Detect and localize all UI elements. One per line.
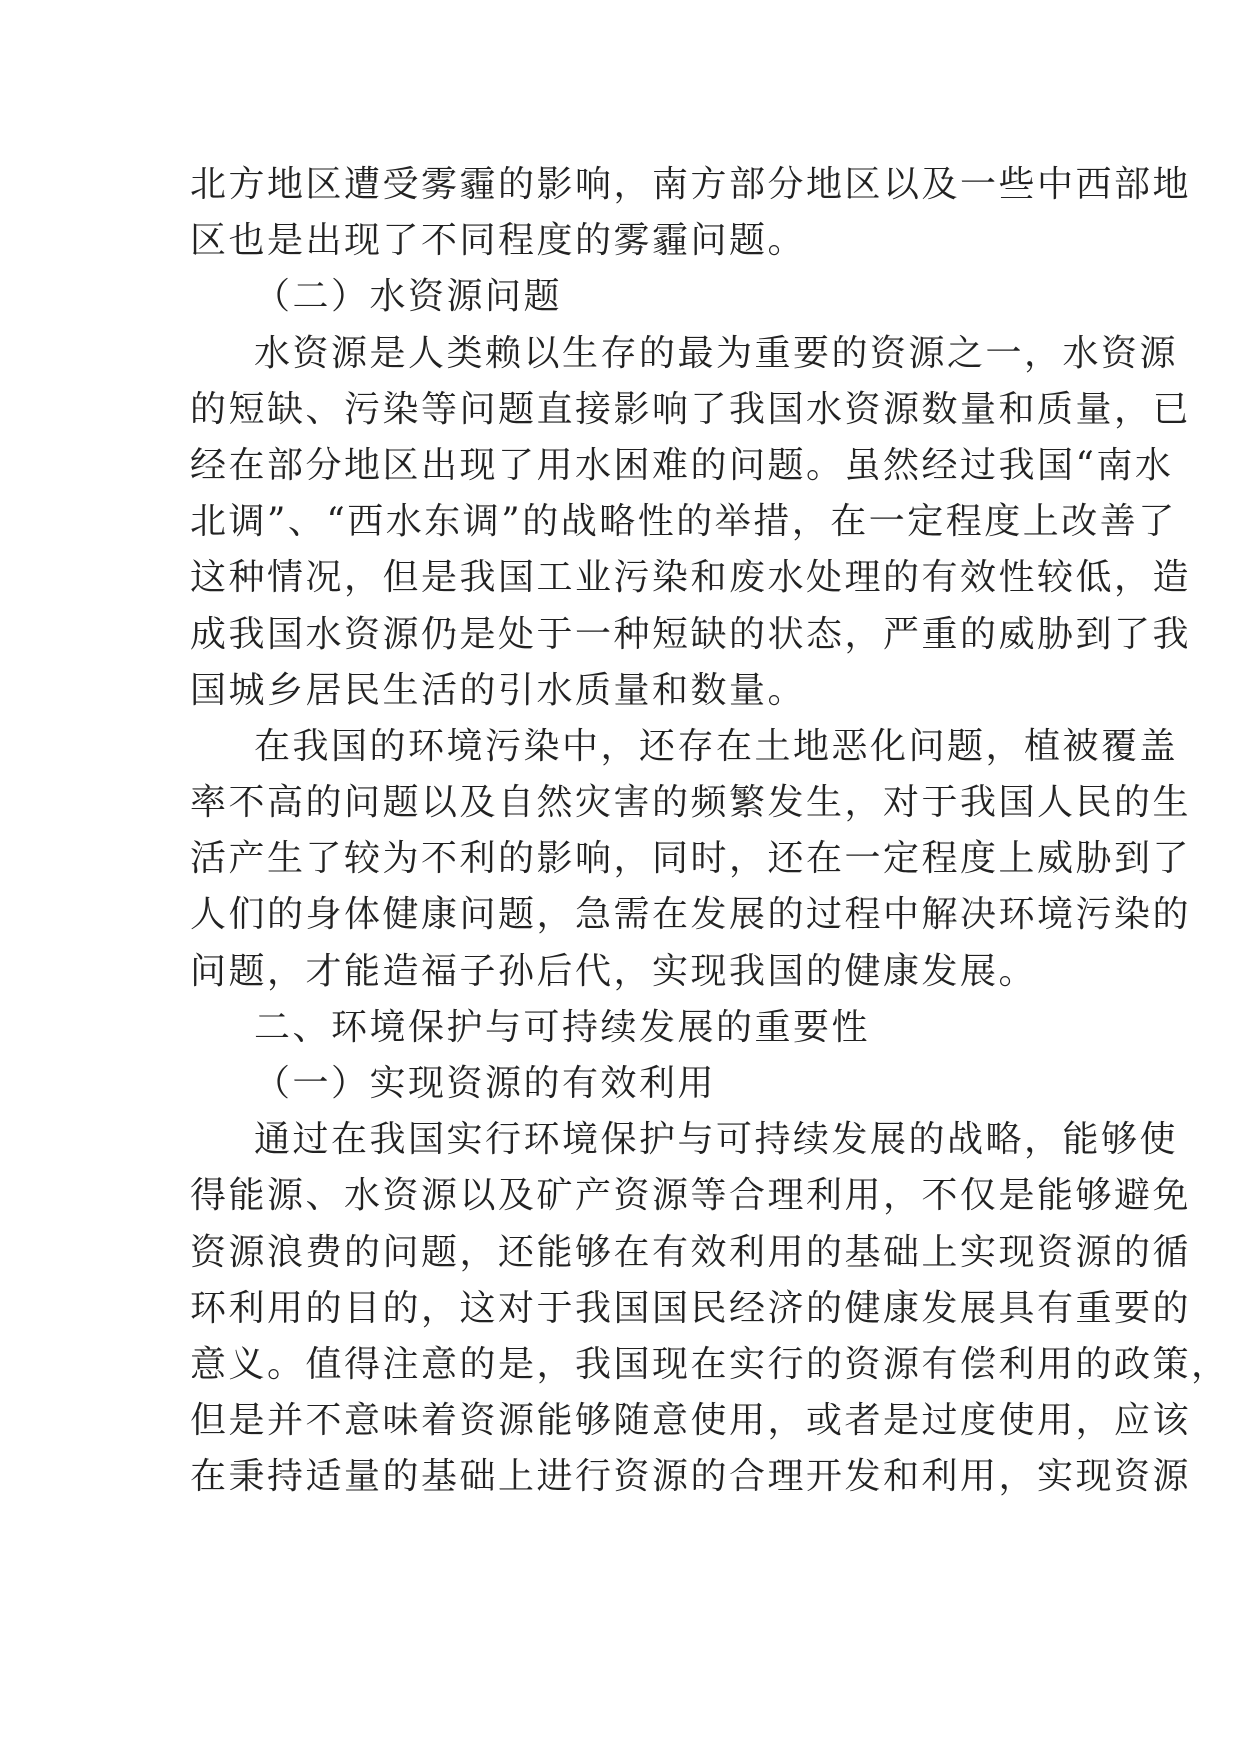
text-line: 得能源、水资源以及矿产资源等合理利用，不仅是能够避免	[190, 1175, 1192, 1217]
text-line: 活产生了较为不利的影响，同时，还在一定程度上威胁到了	[190, 838, 1192, 880]
text-line: 的短缺、污染等问题直接影响了我国水资源数量和质量，已	[190, 388, 1192, 430]
text-line: 这种情况，但是我国工业污染和废水处理的有效性较低，造	[190, 557, 1192, 599]
text-line: 北调”、“西水东调”的战略性的举措，在一定程度上改善了	[190, 501, 1177, 543]
section-subheading: （二）水资源问题	[254, 276, 563, 318]
text-line: 国城乡居民生活的引水质量和数量。	[190, 669, 807, 711]
text-line: 在我国的环境污染中，还存在土地恶化问题，植被覆盖	[254, 725, 1179, 767]
text-line: 资源浪费的问题，还能够在有效利用的基础上实现资源的循	[190, 1231, 1192, 1273]
text-line: 区也是出现了不同程度的雾霾问题。	[190, 220, 807, 262]
section-subheading: （一）实现资源的有效利用	[254, 1063, 717, 1104]
text-line: 成我国水资源仍是处于一种短缺的状态，严重的威胁到了我	[190, 613, 1192, 655]
text-line: 北方地区遭受雾霾的影响，南方部分地区以及一些中西部地	[190, 164, 1192, 205]
text-line: 水资源是人类赖以生存的最为重要的资源之一，水资源	[254, 332, 1179, 374]
text-line: 人们的身体健康问题，急需在发展的过程中解决环境污染的	[190, 894, 1192, 936]
text-line: 问题，才能造福子孙后代，实现我国的健康发展。	[190, 950, 1038, 992]
text-line: 但是并不意味着资源能够随意使用，或者是过度使用，应该	[190, 1400, 1192, 1442]
text-line: 率不高的问题以及自然灾害的频繁发生，对于我国人民的生	[190, 782, 1192, 824]
text-line: 通过在我国实行环境保护与可持续发展的战略，能够使	[254, 1119, 1179, 1161]
text-line: 意义。值得注意的是，我国现在实行的资源有偿利用的政策，	[190, 1343, 1230, 1385]
text-line: 经在部分地区出现了用水困难的问题。虽然经过我国“南水	[190, 444, 1174, 486]
text-line: 在秉持适量的基础上进行资源的合理开发和利用，实现资源	[190, 1456, 1192, 1498]
section-heading: 二、环境保护与可持续发展的重要性	[254, 1006, 871, 1048]
text-line: 环利用的目的，这对于我国国民经济的健康发展具有重要的	[190, 1287, 1192, 1329]
document-page	[190, 157, 1230, 1506]
